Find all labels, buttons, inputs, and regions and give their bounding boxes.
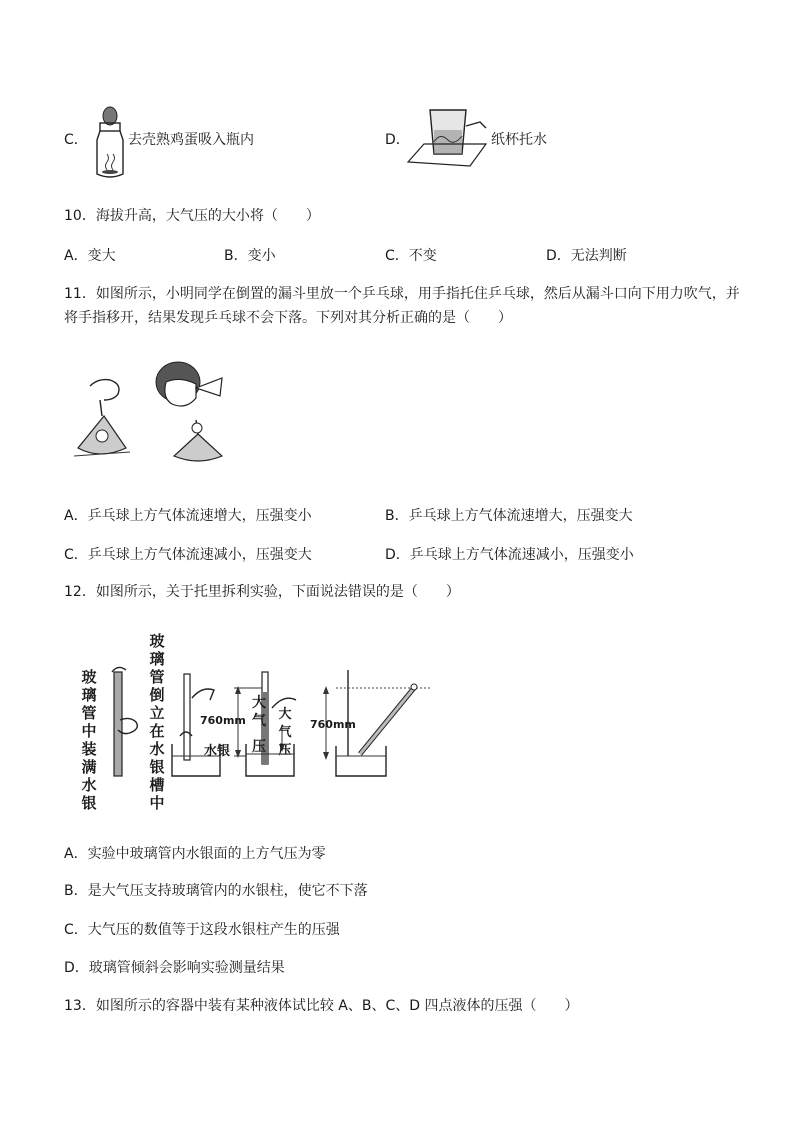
q10-option-d: D．无法判断 [546,248,627,264]
label-atm-pressure-a: 大气 [252,695,266,729]
label-atm-pressure-b: 大气压 [278,707,292,758]
q11-option-c: C．乒乓球上方气体流速减小，压强变大 [64,547,312,563]
q10-option-b: B．变小 [224,248,276,264]
label-mercury: 水银 [204,744,231,759]
q13-stem: 13．如图所示的容器中装有某种液体试比较 A、B、C、D 四点液体的压强（ ） [64,998,579,1014]
q12-option-d: D．玻璃管倾斜会影响实验测量结果 [64,960,285,976]
q12-option-c: C．大气压的数值等于这段水银柱产生的压强 [64,922,340,938]
q9-option-c-letter: C． [64,132,88,148]
q12-option-a: A．实验中玻璃管内水银面的上方气压为零 [64,846,326,862]
q10-option-c: C．不变 [385,248,437,264]
q11-option-a: A．乒乓球上方气体流速增大，压强变小 [64,508,312,524]
q11-option-d: D．乒乓球上方气体流速减小，压强变小 [385,547,634,563]
funnel-pingpong-figure [70,356,230,470]
paper-cup-water-figure [406,104,490,172]
q12-option-b: B．是大气压支持玻璃管内的水银柱，使它不下落 [64,883,368,899]
label-tube-filled-mercury: 玻璃管中装满水银 [81,668,97,812]
q11-stem-line1: 11．如图所示，小明同学在倒置的漏斗里放一个乒乓球，用手指托住乒乓球，然后从漏斗口向下用力吹气，并 [64,286,740,302]
q9-option-d-letter: D． [385,132,410,148]
q11-stem-line2: 将手指移开，结果发现乒乓球不会下落。下列对其分析正确的是（ ） [64,310,512,326]
label-atm-pressure-a2: 压 [252,739,266,755]
q9-option-c-text: 去壳熟鸡蛋吸入瓶内 [128,132,254,148]
label-tube-inverted: 玻璃管倒立在水银槽中 [149,632,165,812]
q10-stem: 10．海拔升高，大气压的大小将（ ） [64,208,320,224]
label-height-760-2: 760mm [310,718,356,731]
label-height-760-1: 760mm [200,714,246,727]
q9-option-d-text: 纸杯托水 [491,132,547,148]
bottle-egg-figure [92,106,128,182]
q10-option-a: A．变大 [64,248,116,264]
q12-stem: 12．如图所示，关于托里拆利实验，下面说法错误的是（ ） [64,584,460,600]
q11-option-b: B．乒乓球上方气体流速增大，压强变大 [385,508,633,524]
